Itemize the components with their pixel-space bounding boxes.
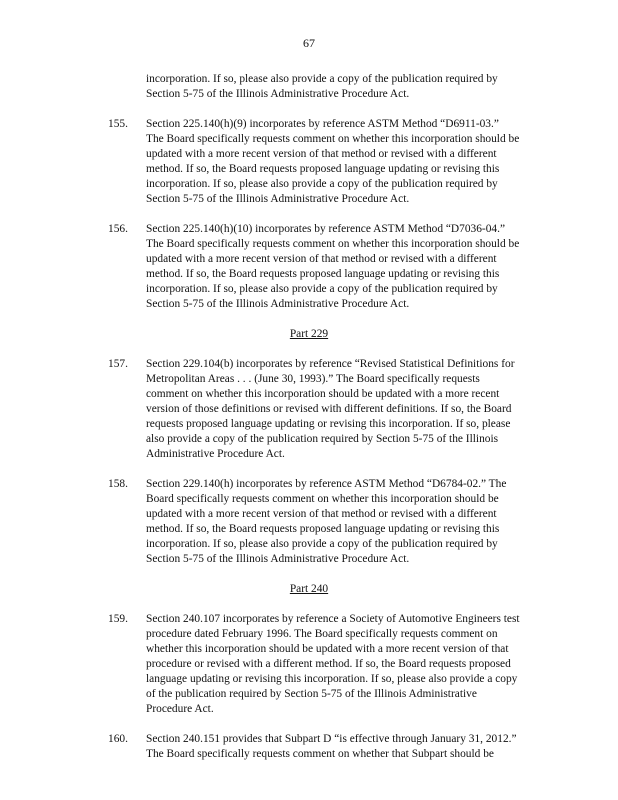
text-line: Section 240.107 incorporates by reference a Society of Automotive Engineers test (146, 613, 520, 625)
numbered-item (0, 732, 618, 762)
text-line: Board specifically requests comment on whether this incorporation should be (146, 493, 499, 505)
text-line: The Board specifically requests comment on whether that Subpart should be (146, 748, 494, 760)
text-line: method. If so, the Board requests proposed language updating or revising this (146, 163, 500, 175)
numbered-items (0, 117, 618, 762)
text-line: Section 229.104(b) incorporates by reference “Revised Statistical Definitions for (146, 358, 515, 370)
text-line: requests proposed language updating or revising this incorporation. If so, please (146, 418, 511, 430)
text-line: method. If so, the Board requests proposed language updating or revising this (146, 523, 500, 535)
numbered-item (0, 222, 618, 312)
item-text (146, 357, 546, 462)
text-line: of the publication required by Section 5-75 of the Illinois Administrative (146, 688, 477, 700)
document-body (0, 72, 618, 777)
text-line: The Board specifically requests comment on whether this incorporation should be (146, 238, 520, 250)
item-number: 156. (108, 223, 128, 235)
text-line: Section 5-75 of the Illinois Administrative Procedure Act. (146, 553, 410, 565)
text-line: Section 225.140(h)(10) incorporates by reference ASTM Method “D7036-04.” (146, 223, 506, 235)
text-line: incorporation. If so, please also provide a copy of the publication required by (146, 538, 498, 550)
continuation-paragraph (146, 72, 546, 102)
text-line: method. If so, the Board requests proposed language updating or revising this (146, 268, 500, 280)
text-line: Section 225.140(h)(9) incorporates by reference ASTM Method “D6911-03.” (146, 118, 499, 130)
text-line: Section 5-75 of the Illinois Administrative Procedure Act. (146, 298, 410, 310)
text-line: also provide a copy of the publication required by Section 5-75 of the Illinois (146, 433, 499, 445)
section-heading: Part 229 (289, 328, 329, 340)
item-number: 160. (108, 733, 128, 745)
item-text (146, 222, 546, 312)
text-line: Administrative Procedure Act. (146, 448, 285, 460)
item-number: 155. (108, 118, 128, 130)
text-line: Section 240.151 provides that Subpart D “is effective through January 31, 2012.” (146, 733, 517, 745)
item-text (146, 477, 546, 567)
numbered-item (0, 117, 618, 207)
text-line: language updating or revising this incorporation. If so, please also provide a copy (146, 673, 518, 685)
text-line: incorporation. If so, please also provide a copy of the publication required by (146, 178, 498, 190)
numbered-item (0, 612, 618, 717)
text-line: Section 5-75 of the Illinois Administrative Procedure Act. (146, 88, 410, 100)
section-heading: Part 240 (289, 583, 329, 595)
item-number: 159. (108, 613, 128, 625)
numbered-item (0, 357, 618, 462)
page-number: 67 (303, 36, 315, 50)
text-line: The Board specifically requests comment on whether this incorporation should be (146, 133, 520, 145)
item-number: 157. (108, 358, 128, 370)
text-line: Metropolitan Areas . . . (June 30, 1993).” The Board specifically requests (146, 373, 480, 385)
item-text (146, 732, 546, 762)
text-line: whether this incorporation should be updated with a more recent version of that (146, 643, 509, 655)
text-line: updated with a more recent version of that method or revised with a different (146, 508, 497, 520)
text-line: incorporation. If so, please also provide a copy of the publication required by (146, 73, 498, 85)
numbered-item (0, 477, 618, 567)
text-line: procedure dated February 1996. The Board specifically requests comment on (146, 628, 498, 640)
text-line: incorporation. If so, please also provide a copy of the publication required by (146, 283, 498, 295)
text-line: Section 5-75 of the Illinois Administrative Procedure Act. (146, 193, 410, 205)
text-line: updated with a more recent version of that method or revised with a different (146, 148, 497, 160)
text-line: comment on whether this incorporation should be updated with a more recent (146, 388, 500, 400)
item-text (146, 117, 546, 207)
text-line: Procedure Act. (146, 703, 214, 715)
text-line: version of those definitions or revised with different definitions. If so, the Board (146, 403, 512, 415)
text-line: procedure or revised with a different method. If so, the Board requests proposed (146, 658, 511, 670)
item-text (146, 612, 546, 717)
text-line: Section 229.140(h) incorporates by reference ASTM Method “D6784-02.” The (146, 478, 507, 490)
text-line: updated with a more recent version of that method or revised with a different (146, 253, 497, 265)
item-number: 158. (108, 478, 128, 490)
